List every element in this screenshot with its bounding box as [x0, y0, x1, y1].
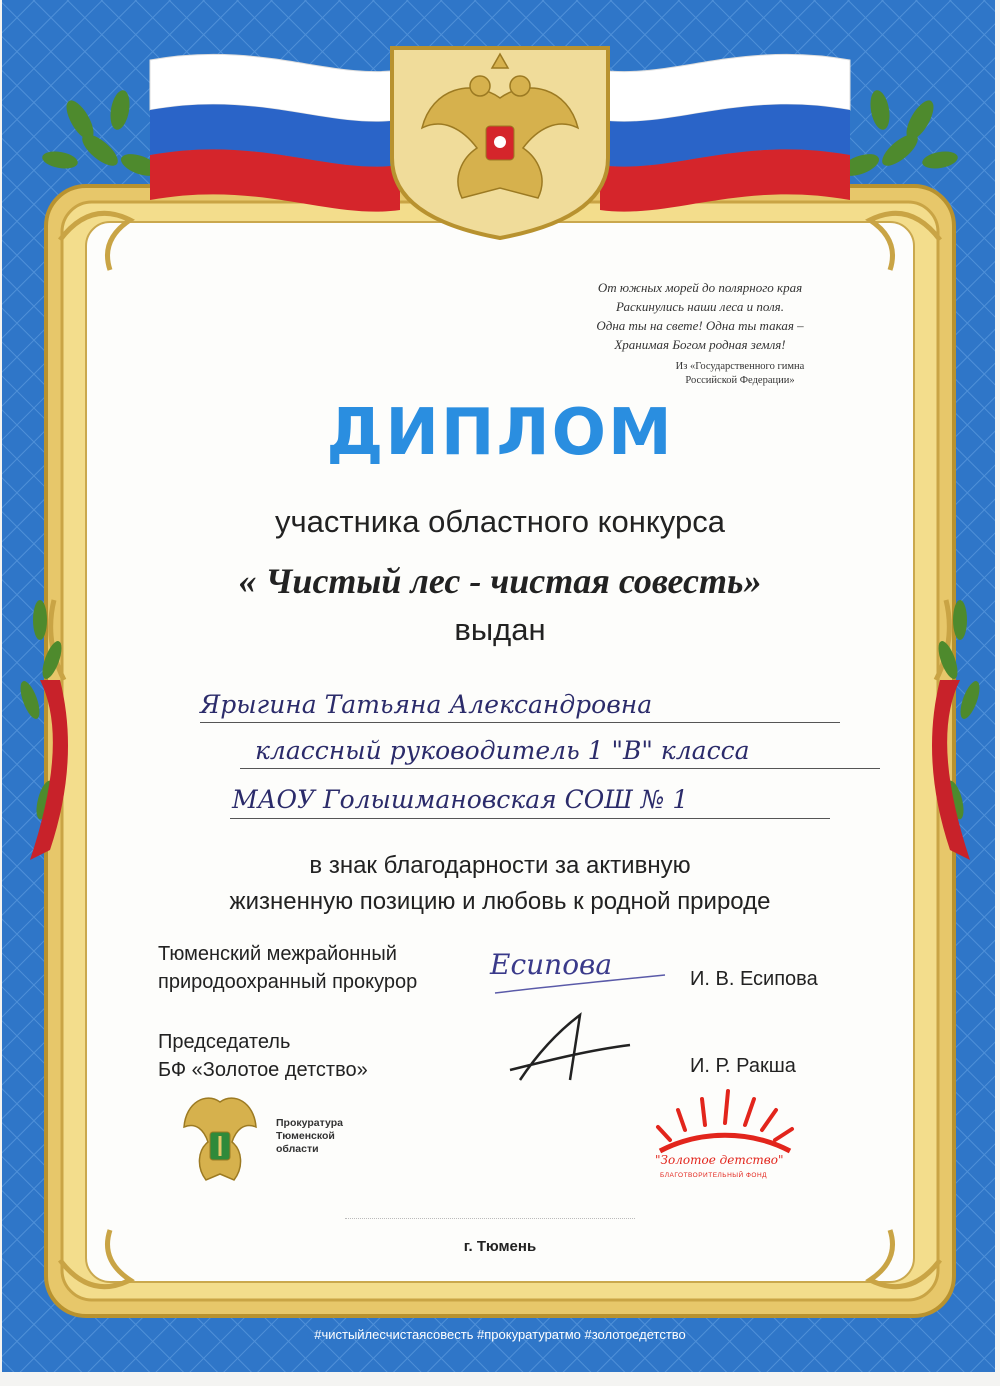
- underline: [200, 722, 840, 723]
- anthem-source-line: Из «Государственного гимна: [675, 361, 805, 372]
- recipient-position: классный руководитель 1 "В" класса: [255, 736, 750, 765]
- prosecutor-emblem-icon: [176, 1092, 264, 1188]
- city: г. Тюмень: [463, 1238, 537, 1255]
- anthem-source-line: Российской Федерации»: [685, 375, 795, 386]
- role-line: Председатель: [158, 1031, 291, 1053]
- golden-childhood-logo-icon: [650, 1085, 800, 1155]
- diploma-subtitle: участника областного конкурса: [275, 504, 725, 539]
- signature-esipova: Есипова: [490, 948, 613, 981]
- signatory-name: И. Р. Ракша: [690, 1055, 796, 1077]
- thanks-line: жизненную позицию и любовь к родной природе: [229, 888, 771, 915]
- signatory-name: И. В. Есипова: [690, 968, 818, 990]
- anthem-line: Одна ты на свете! Одна ты такая –: [596, 318, 804, 333]
- anthem-source: [640, 360, 840, 388]
- fund-logo-subtitle: БЛАГОТВОРИТЕЛЬНЫЙ ФОНД: [660, 1172, 768, 1179]
- russian-coat-of-arms-icon: [382, 38, 618, 242]
- signature-raksha: [500, 1010, 640, 1090]
- logo-line: Прокуратура: [276, 1117, 343, 1129]
- thanks-text: [0, 848, 1000, 920]
- contest-name: « Чистый лес - чистая совесть»: [238, 561, 762, 601]
- anthem-line: Раскинулись наши леса и поля.: [616, 299, 784, 314]
- underline: [230, 818, 830, 819]
- thanks-line: в знак благодарности за активную: [309, 852, 691, 879]
- anthem-line: Хранимая Богом родная земля!: [614, 337, 786, 352]
- underline: [240, 768, 880, 769]
- role-line: Тюменский межрайонный: [158, 943, 397, 965]
- signatory-role: [158, 1028, 368, 1084]
- signatory-role: [158, 940, 417, 996]
- anthem-quote: [560, 278, 840, 354]
- role-line: природоохранный прокурор: [158, 971, 418, 993]
- logo-line: области: [276, 1143, 319, 1155]
- issued-label: выдан: [454, 612, 546, 647]
- anthem-line: От южных морей до полярного края: [597, 280, 803, 295]
- fund-logo-name: "Золотое детство": [655, 1153, 784, 1167]
- prosecutor-logo-text: [276, 1117, 343, 1156]
- role-line: БФ «Золотое детство»: [158, 1059, 368, 1081]
- hashtags: #чистыйлесчистаясовесть #прокуратуратмо #золотоедетство: [314, 1327, 686, 1342]
- recipient-name: Ярыгина Татьяна Александровна: [200, 690, 653, 719]
- divider: [345, 1218, 635, 1219]
- logo-line: Тюменской: [276, 1130, 335, 1142]
- recipient-school: МАОУ Голышмановская СОШ № 1: [232, 785, 689, 814]
- diploma-title: ДИПЛОМ: [326, 396, 674, 470]
- signature-esipova-stroke: [485, 935, 675, 1005]
